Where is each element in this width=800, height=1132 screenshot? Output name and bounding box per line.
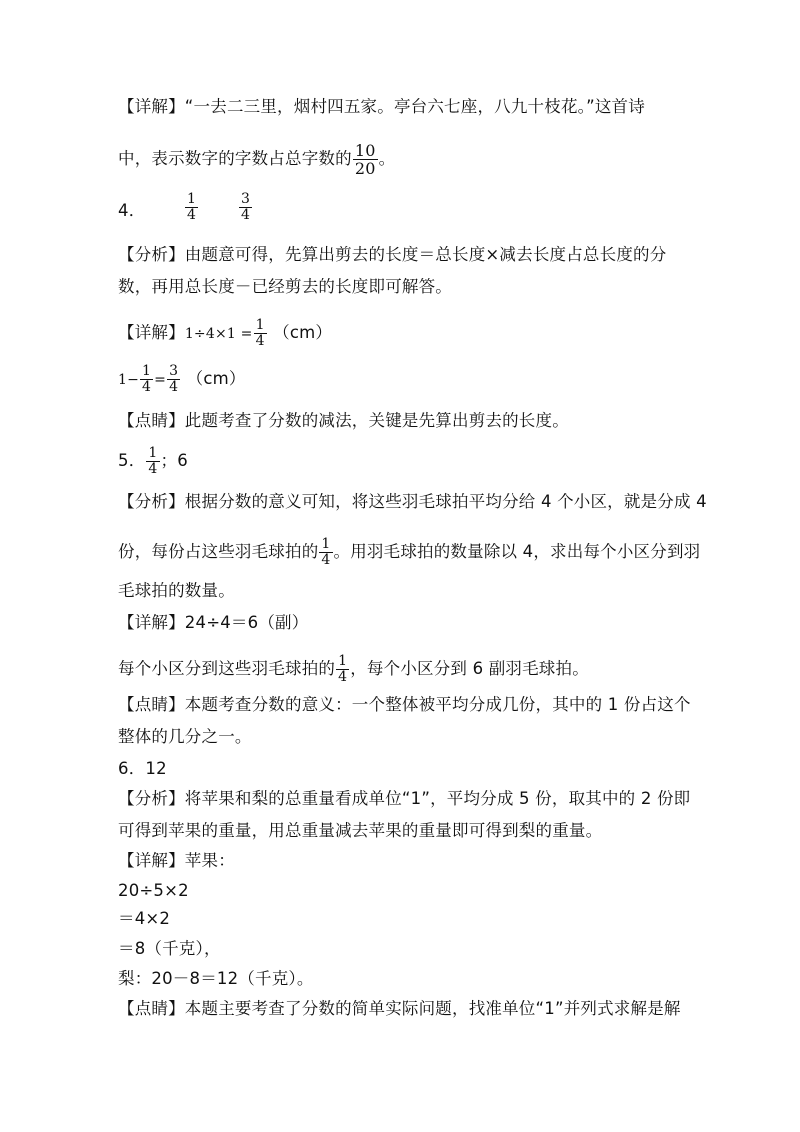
q5-answer-line xyxy=(118,446,188,477)
denominator: 4 xyxy=(142,379,152,395)
q5-analysis-line-3: 毛球拍的数量。 xyxy=(118,581,235,600)
question-number: 4． xyxy=(118,201,146,220)
fraction xyxy=(146,446,159,477)
q5-detail-line-2 xyxy=(118,654,589,685)
question-number: 5． xyxy=(118,451,146,470)
q5-analysis-line-2 xyxy=(118,537,700,568)
q5-comment-line-1: 【点睛】本题考查分数的意义：一个整体被平均分成几份，其中的 1 份占这个 xyxy=(118,695,691,714)
text: ，每个小区分到 6 副羽毛球拍。 xyxy=(350,659,589,678)
numerator: 1 xyxy=(187,191,196,207)
numerator: 1 xyxy=(142,363,152,379)
numerator: 1 xyxy=(255,317,265,333)
math-expression: 1÷4×1 = xyxy=(184,326,253,342)
denominator: 4 xyxy=(169,379,179,395)
q4-detail-line-2 xyxy=(118,364,246,395)
q4-answer-fraction-2 xyxy=(238,192,253,223)
q6-detail-line-5: 梨：20－8＝12（千克）。 xyxy=(118,969,314,988)
q6-analysis-line-1: 【分析】将苹果和梨的总重量看成单位“1”，平均分成 5 份，取其中的 2 份即 xyxy=(118,789,691,808)
math-expression: 1− xyxy=(118,372,140,388)
numerator: 3 xyxy=(241,191,250,207)
q3-detail-line-1: 【详解】“一去二三里，烟村四五家。亭台六七座，八九十枝花。”这首诗 xyxy=(118,97,645,116)
fraction xyxy=(319,537,332,568)
unit: （cm） xyxy=(186,369,246,388)
text: 【详解】 xyxy=(118,323,185,342)
q4-answer-line xyxy=(118,200,145,222)
denominator: 4 xyxy=(148,461,158,477)
q4-detail-line-1 xyxy=(118,318,332,349)
q4-comment-line: 【点睛】此题考查了分数的减法，关键是先算出剪去的长度。 xyxy=(118,411,569,430)
numerator: 1 xyxy=(148,445,158,461)
q6-detail-line-2: 20÷5×2 xyxy=(118,881,189,900)
fraction xyxy=(167,364,180,395)
text: 。用羽毛球拍的数量除以 4，求出每个小区分到羽 xyxy=(333,542,701,561)
numerator: 1 xyxy=(338,653,348,669)
q4-answer-fraction-1 xyxy=(184,192,199,223)
fraction xyxy=(185,192,198,223)
text: 每个小区分到这些羽毛球拍的 xyxy=(118,659,336,678)
q6-detail-line-3: ＝4×2 xyxy=(118,909,171,928)
fraction xyxy=(336,654,349,685)
fraction xyxy=(140,364,153,395)
q4-analysis-line-2: 数，再用总长度－已经剪去的长度即可解答。 xyxy=(118,277,452,296)
denominator: 4 xyxy=(338,669,348,685)
fraction xyxy=(239,192,252,223)
q5-detail-line-1: 【详解】24÷4＝6（副） xyxy=(118,613,309,632)
q3-detail-line-2 xyxy=(118,142,395,177)
denominator: 4 xyxy=(321,552,331,568)
q5-comment-line-2: 整体的几分之一。 xyxy=(118,727,252,746)
denominator: 4 xyxy=(241,207,250,223)
fraction-10-20 xyxy=(353,142,378,177)
q6-detail-line-4: ＝8（千克）， xyxy=(118,939,221,958)
equals-sign: = xyxy=(154,372,167,388)
q4-analysis-line-1: 【分析】由题意可得，先算出剪去的长度＝总长度×减去长度占总长度的分 xyxy=(118,245,667,264)
text: 份，每份占这些羽毛球拍的 xyxy=(118,542,319,561)
text: 中，表示数字的字数占总字数的 xyxy=(118,149,352,168)
numerator: 3 xyxy=(169,363,179,379)
denominator: 4 xyxy=(255,333,265,349)
text: 。 xyxy=(378,149,396,168)
denominator: 4 xyxy=(187,207,196,223)
q6-comment-line: 【点睛】本题主要考查了分数的简单实际问题，找准单位“1”并列式求解是解 xyxy=(118,999,681,1018)
q6-answer-line: 6．12 xyxy=(118,759,167,778)
q5-analysis-line-1: 【分析】根据分数的意义可知，将这些羽毛球拍平均分给 4 个小区，就是分成 4 xyxy=(118,492,707,511)
numerator: 10 xyxy=(354,141,376,160)
unit: （cm） xyxy=(273,323,333,342)
q6-detail-line-1: 【详解】苹果： xyxy=(118,851,235,870)
numerator: 1 xyxy=(321,536,331,552)
text: ；6 xyxy=(160,451,188,470)
q6-analysis-line-2: 可得到苹果的重量，用总重量减去苹果的重量即可得到梨的重量。 xyxy=(118,821,603,840)
fraction xyxy=(254,318,267,349)
denominator: 20 xyxy=(354,159,376,178)
